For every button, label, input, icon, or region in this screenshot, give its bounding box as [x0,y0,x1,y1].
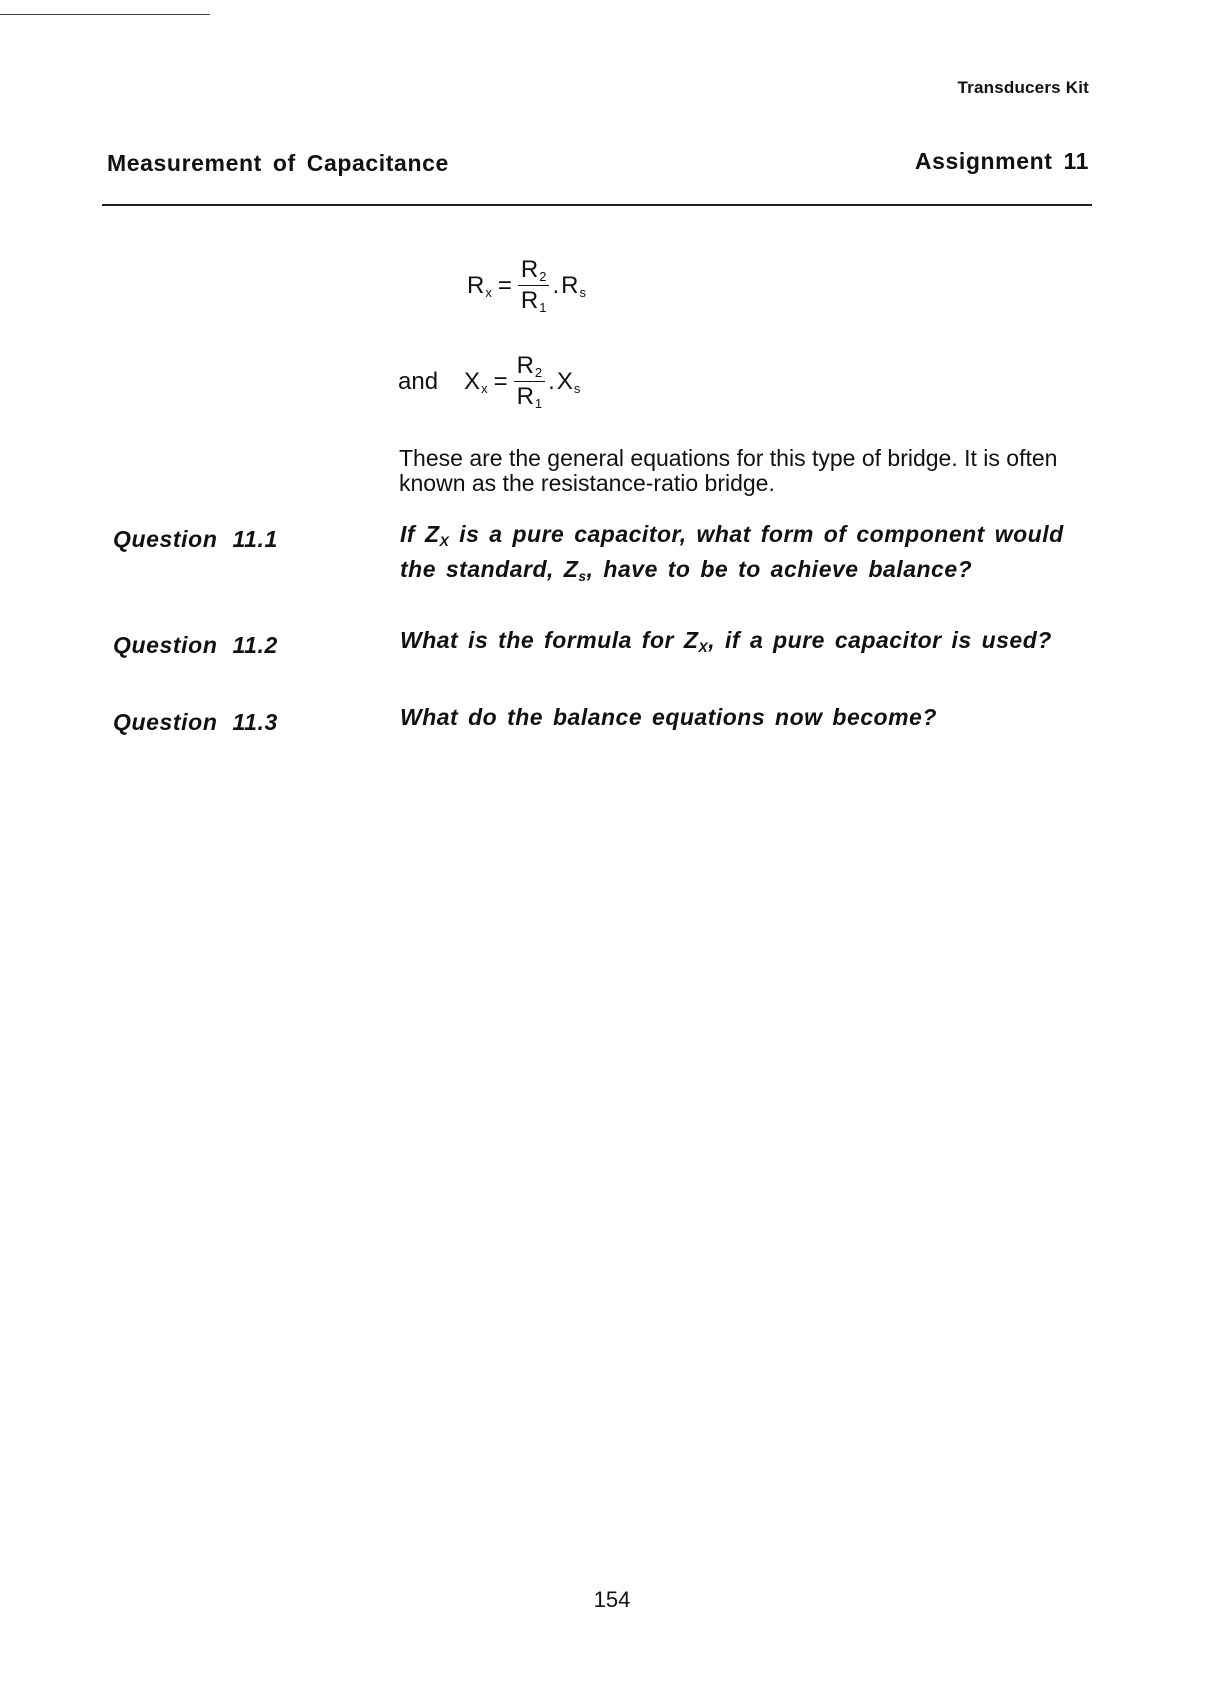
eq2-and: and [398,368,439,395]
eq1-dot: . [552,272,560,299]
question-text-11-1: If $Z_X$ is a pure capacitor, what form of component would the standard, $Z_s$, have to be to achieve balance? [400,521,1064,584]
eq2-lhs: $X_x$ [464,368,488,396]
eq2-equals: = [493,368,508,395]
eq1-equals: = [497,272,512,299]
question-label-11-3: Question 11.3 [113,709,278,735]
kit-name: Transducers Kit [957,78,1089,97]
eq2-dot: . [548,368,555,395]
equation-rx [467,258,586,314]
scan-artifact-line [0,14,210,15]
eq2-numerator: $R_2$ [516,352,543,380]
eq1-numerator: $R_2$ [520,256,547,284]
eq2-rhs: $X_s$ [556,368,581,396]
question-text-11-3: What do the balance equations now become? [400,704,937,730]
eq1-fraction-bar [518,285,550,286]
question-label-11-2: Question 11.2 [113,632,278,658]
section-title: Measurement of Capacitance [107,150,449,176]
eq1-lhs: $R_x$ [467,272,492,300]
page-number: 154 [593,1587,631,1612]
assignment-label: Assignment 11 [914,148,1089,174]
question-text-11-2: What is the formula for $Z_X$, if a pure capacitor is used? [400,627,1052,655]
eq2-denominator: $R_1$ [516,383,543,411]
body-paragraph: These are the general equations for this type of bridge. It is often known as the resistance-ratio bridge. [399,445,1058,496]
eq2-fraction-bar [514,381,546,382]
equation-xx [398,354,580,410]
eq1-rhs: $R_s$ [561,272,586,300]
eq1-denominator: $R_1$ [520,287,547,315]
eq1-fraction [518,258,550,314]
eq2-fraction [514,354,546,410]
question-label-11-1: Question 11.1 [113,526,278,552]
header-divider [102,204,1092,206]
